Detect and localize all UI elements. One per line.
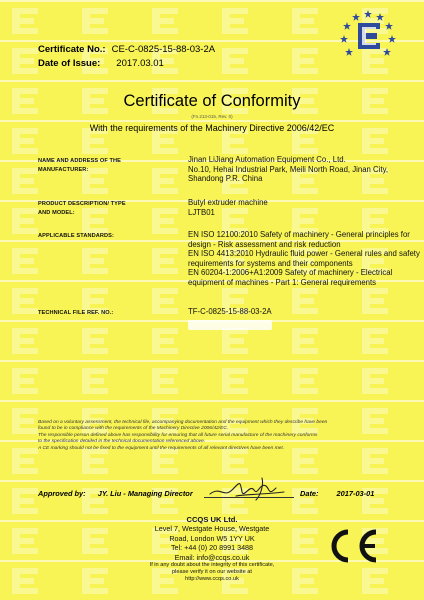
compliance-statement: Based on a voluntary assessment, the technical file, accompanying documentation and the equipment which they describe have been found to be in compliance with the requirements of the Machinery Directive 2006/42/EC. The responsible person defined above has responsibility for ensuring that all future serial manufacture of the machinery conforms to the specification detailed in the technical documentation referenced above. A CE marking should not be fixed to the equipment until the requirements of all relevant directives have been met.	[38, 420, 328, 451]
issue-date-row	[38, 58, 164, 69]
signature-line	[204, 497, 294, 498]
directive-requirement: With the requirements of the Machinery Directive 2006/42/EC	[89, 123, 335, 133]
certificate-number-label: Certificate No.:	[38, 44, 106, 55]
document-title: Certificate of Conformity	[123, 92, 301, 110]
approved-by-row	[38, 489, 193, 498]
approval-date: 2017-03-01	[336, 489, 375, 498]
ce-mark-icon	[322, 526, 382, 566]
issuer-block: CCQS UK Ltd. Level 7, Westgate House, Westgate Road, London W5 1YY UK Tel: +44 (0) 20 8991 3488 Email: info@ccqs.co.uk If in any doubt about the integrity of this certificate, please verify it on our website at http://www.ccqs.co.uk	[0, 515, 424, 583]
approver-name: JY. Liu - Managing Director	[97, 489, 193, 498]
product-label: PRODUCT DESCRIPTION/ TYPE AND MODEL:	[38, 201, 126, 216]
issuer-name: CCQS UK Ltd.	[186, 515, 238, 524]
approved-by-label: Approved by:	[38, 489, 86, 498]
manufacturer-value: Jinan LiJiang Automation Equipment Co., Ltd. No.10, Hehai Industrial Park, Meili North Road, Jinan City, Shandong P.R. China	[188, 155, 389, 184]
technical-file-value: TF-C-0825-15-88-03-2A	[188, 307, 272, 316]
issue-date: 2017.03.01	[116, 58, 164, 69]
approval-date-row	[300, 489, 374, 498]
logo-c-icon	[358, 23, 380, 49]
manufacturer-label: NAME AND ADDRESS OF THE MANUFACTURER:	[38, 158, 121, 173]
issuer-website: http://www.ccqs.co.uk	[185, 576, 239, 583]
certification-logo	[338, 8, 398, 64]
certificate-number: CE-C-0825-15-88-03-2A	[111, 44, 216, 55]
product-value: Butyl extruder machine LJTB01	[188, 198, 268, 217]
certificate-number-row	[38, 44, 215, 55]
standards-label: APPLICABLE STANDARDS:	[38, 233, 114, 239]
approval-date-label: Date:	[300, 489, 319, 498]
technical-file-label: TECHNICAL FILE REF. NO.:	[38, 310, 114, 316]
standards-value: EN ISO 12100:2010 Safety of machinery - General principles for design - Risk assessment and risk reduction EN ISO 4413:2010 Hydraulic fluid power - General rules and safety requirements for systems and their components EN 60204-1:2006+A1:2009 Safety of machinery - Electrical equipment of machines - Part 1: General requirements	[188, 230, 420, 287]
redacted-area	[188, 320, 272, 330]
document-reference: (Fn.213-015, Rev. 0)	[191, 114, 233, 119]
issue-date-label: Date of Issue:	[38, 58, 101, 69]
